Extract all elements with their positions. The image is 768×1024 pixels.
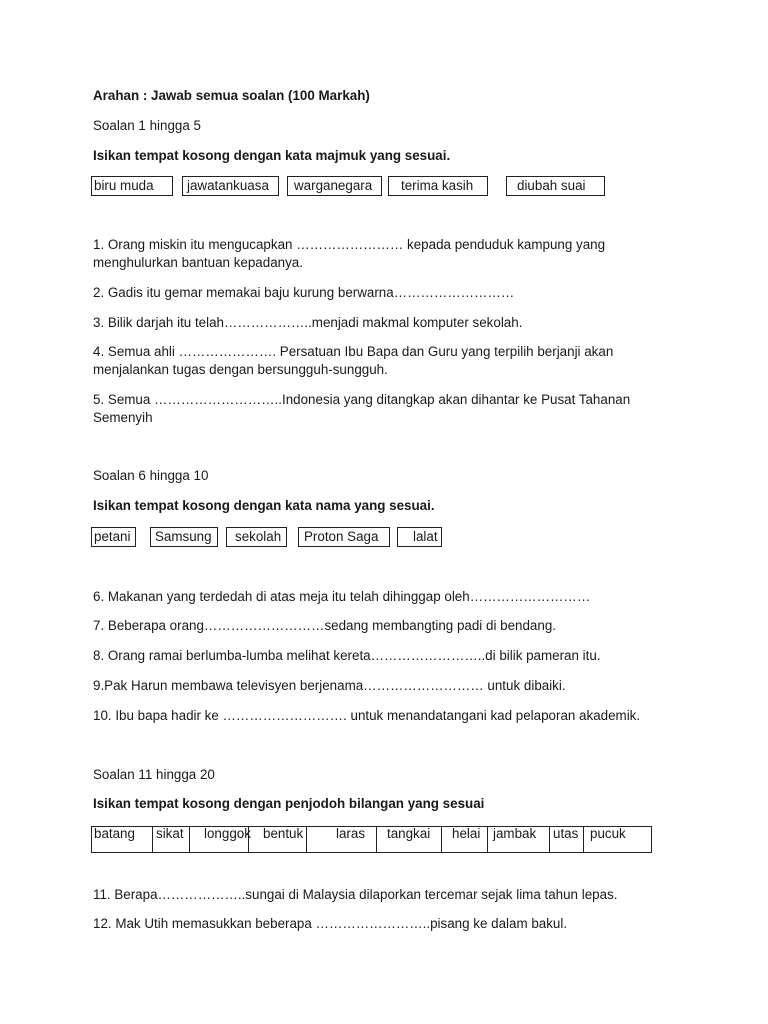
- section-2-task: Isikan tempat kosong dengan kata nama yang sesuai.: [93, 498, 435, 513]
- section-2-range: Soalan 6 hingga 10: [93, 468, 209, 483]
- word-option: sekolah: [226, 527, 287, 547]
- word-option: warganegara: [287, 176, 382, 196]
- word-option: batang: [92, 827, 153, 852]
- word-option: utas: [550, 827, 584, 852]
- question-4: 4. Semua ahli …………………. Persatuan Ibu Bapa dan Guru yang terpilih berjanji akan menjalankan tugas dengan bersungguh-sungguh.: [93, 344, 614, 377]
- word-option: helai: [442, 827, 488, 852]
- section-1-range: Soalan 1 hingga 5: [93, 118, 201, 133]
- word-option: laras: [327, 827, 377, 852]
- word-option: diubah suai: [506, 176, 605, 196]
- question-1: 1. Orang miskin itu mengucapkan …………………… kepada penduduk kampung yang menghulurkan bantuan kepadanya.: [93, 237, 606, 270]
- question-6: 6. Makanan yang terdedah di atas meja itu telah dihinggap oleh………………………: [93, 589, 591, 604]
- section-3-task: Isikan tempat kosong dengan penjodoh bilangan yang sesuai: [93, 796, 485, 811]
- word-option: biru muda: [91, 176, 173, 196]
- question-11: 11. Berapa………………..sungai di Malaysia dilaporkan tercemar sejak lima tahun lepas.: [93, 887, 618, 902]
- instructions-heading: Arahan : Jawab semua soalan (100 Markah): [93, 88, 370, 103]
- word-option: Proton Saga: [298, 527, 390, 547]
- section-3-range: Soalan 11 hingga 20: [93, 767, 215, 782]
- word-option: tangkai: [377, 827, 442, 852]
- question-8: 8. Orang ramai berlumba-lumba melihat kereta……………………..di bilik pameran itu.: [93, 648, 601, 663]
- word-option: sikat: [153, 827, 190, 852]
- question-10: 10. Ibu bapa hadir ke ………………………. untuk menandatangani kad pelaporan akademik.: [93, 708, 641, 723]
- word-option: jambak: [488, 827, 550, 852]
- question-9: 9.Pak Harun membawa televisyen berjenama……………………… untuk dibaiki.: [93, 678, 566, 693]
- word-option: lalat: [397, 527, 442, 547]
- section-1-task: Isikan tempat kosong dengan kata majmuk yang sesuai.: [93, 148, 451, 163]
- question-3: 3. Bilik darjah itu telah………………..menjadi makmal komputer sekolah.: [93, 315, 523, 330]
- word-option: pucuk: [590, 826, 626, 841]
- question-12: 12. Mak Utih memasukkan beberapa ……………………..pisang ke dalam bakul.: [93, 916, 568, 931]
- word-option: jawatankuasa: [182, 176, 279, 196]
- word-option: bentuk: [249, 827, 307, 852]
- question-7: 7. Beberapa orang………………………sedang membangting padi di bendang.: [93, 618, 556, 633]
- word-option: Samsung: [150, 527, 218, 547]
- word-option: longgok: [190, 827, 249, 852]
- word-option: petani: [91, 527, 136, 547]
- question-5: 5. Semua ………………………..Indonesia yang ditangkap akan dihantar ke Pusat Tahanan Semenyih: [93, 392, 631, 425]
- word-option: terima kasih: [388, 176, 488, 196]
- section-3-word-bank: [91, 826, 652, 853]
- question-2: 2. Gadis itu gemar memakai baju kurung berwarna………………………: [93, 285, 515, 300]
